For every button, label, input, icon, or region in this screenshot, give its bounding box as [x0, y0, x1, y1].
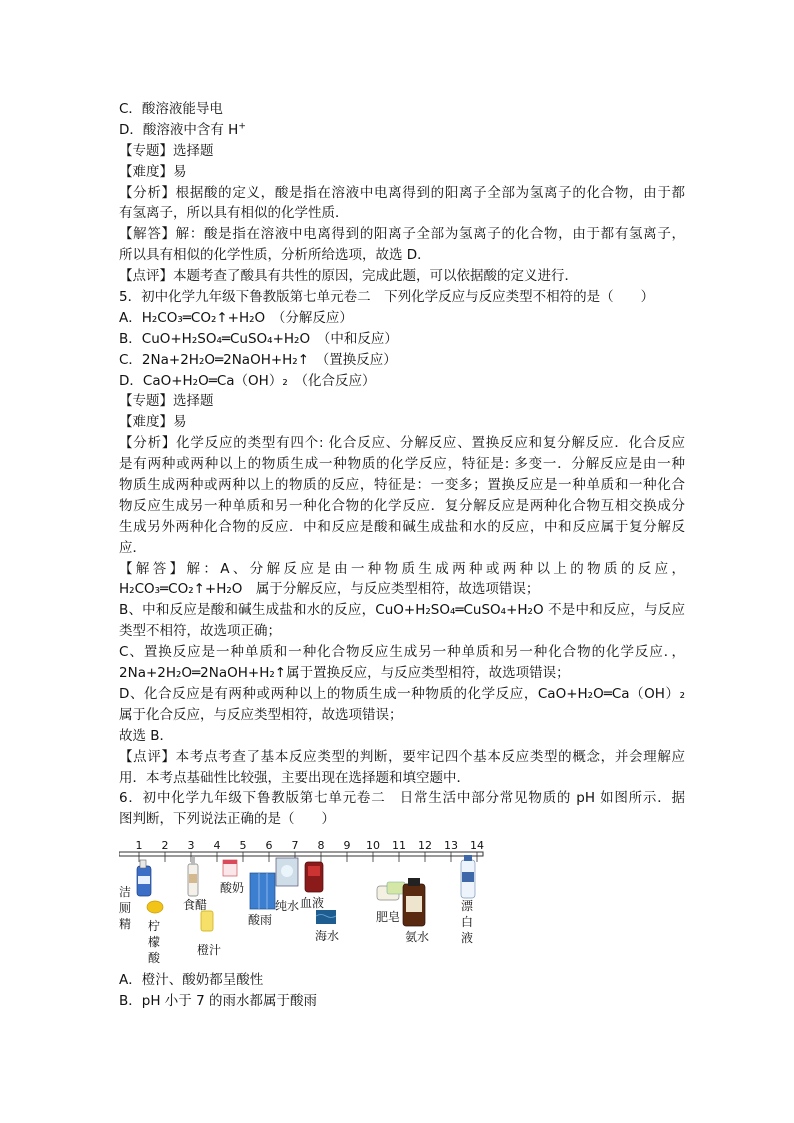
blood-bag-icon: [305, 862, 323, 892]
q4-analysis-cont: 有氢离子，所以具有相似的化学性质．: [119, 205, 349, 222]
q5-option-d: D．CaO+H₂O═Ca（OH）₂ （化合反应）: [119, 372, 376, 389]
q5-analysis-line: 物质生成两种或两种以上的物质的反应，特征是：一变多；置换反应是一种单质和一种化合: [119, 477, 685, 494]
q4-option-d: D．酸溶液中含有 H+: [119, 121, 246, 138]
q5-analysis-line: 是有两种或两种以上的物质生成一种物质的化学反应，特征是: 多变一．分解反应是由一种: [119, 456, 685, 473]
document-body: [119, 99, 685, 830]
q6-stem-cont: 图判断，下列说法正确的是（ ）: [119, 811, 335, 828]
seawater-icon: [316, 910, 336, 924]
q5-analysis-line: 【分析】化学反应的类型有四个: 化合反应、分解反应、置换反应和复分解反应．化合反应: [119, 435, 685, 452]
ph-tick-label: 8: [317, 839, 325, 852]
label-seawater: 海水: [315, 929, 340, 943]
q5-answer-line: 2Na+2H₂O═2NaOH+H₂↑属于置换反应，与反应类型相符，故选项错误；: [119, 665, 570, 682]
q5-answer-line: 【解答】解：A、分解反应是由一种物质生成两种或两种以上的物质的反应，: [119, 560, 685, 577]
ph-tick-label: 13: [444, 839, 458, 852]
ph-tick-label: 1: [135, 839, 143, 852]
q6-option-a: A．橙汁、酸奶都呈酸性: [119, 972, 264, 988]
q5-comment-line: 用．本考点基础性比较强，主要出现在选择题和填空题中．: [119, 769, 470, 786]
q5-analysis-line: 物反应生成另一种单质和另一种化合物的化学反应．复分解反应是两种化合物互相交换成分: [119, 497, 685, 514]
ph-tick-label: 3: [187, 839, 195, 852]
q5-difficulty: 【难度】易: [119, 414, 187, 431]
label-acid-rain: 酸雨: [248, 913, 273, 927]
q5-answer-line: C、置换反应是一种单质和一种化合物反应生成另一种单质和另一种化合物的化学反应．，: [119, 644, 685, 661]
q5-answer-line: H₂CO₃═CO₂↑+H₂O 属于分解反应，与反应类型相符，故选项错误；: [119, 581, 540, 598]
q4-option-c: C．酸溶液能导电: [119, 101, 223, 117]
q5-option-c: C．2Na+2H₂O═2NaOH+H₂↑ （置换反应）: [119, 351, 397, 368]
q6-option-b: B．pH 小于 7 的雨水都属于酸雨: [119, 992, 317, 1009]
label-blood: 血液: [300, 896, 325, 910]
ph-tick-label: 9: [343, 839, 351, 852]
lemon-icon: [147, 901, 163, 913]
ph-tick-label: 11: [392, 839, 406, 852]
label-toilet-cleaner: 洁 厕 精: [119, 885, 132, 931]
q5-answer-line: D、化合反应是有两种或两种以上的物质生成一种物质的化学反应，CaO+H₂O═Ca（OH）₂: [119, 685, 685, 702]
q5-analysis-line: 生成另外两种化合物的反应．中和反应是酸和碱生成盐和水的反应，中和反应属于复分解反: [119, 518, 685, 535]
ph-scale-bar: [119, 852, 483, 856]
acid-rain-icon: [250, 873, 275, 909]
q5-option-b: B．CuO+H₂SO₄═CuSO₄+H₂O （中和反应）: [119, 330, 398, 347]
q5-stem: 5．初中化学九年级下鲁教版第七单元卷二 下列化学反应与反应类型不相符的是（ ）: [119, 289, 655, 306]
q5-comment-line: 【点评】本考点考查了基本反应类型的判断，要牢记四个基本反应类型的概念，并会理解应: [119, 748, 685, 765]
q4-analysis: 【分析】根据酸的定义，酸是指在溶液中电离得到的阳离子全部为氢离子的化合物，由于都: [119, 184, 685, 201]
label-bleach: 漂 白 液: [461, 899, 474, 945]
label-soap: 肥皂: [376, 910, 401, 924]
ph-tick-label: 2: [161, 839, 169, 852]
ph-tick-label: 14: [470, 839, 484, 852]
q6-options: [119, 970, 685, 1012]
label-pure-water: 纯水: [275, 899, 300, 913]
q4-comment: 【点评】本题考查了酸具有共性的原因，完成此题，可以依据酸的定义进行．: [119, 268, 578, 285]
ph-tick-label: 7: [291, 839, 299, 852]
q5-topic: 【专题】选择题: [119, 393, 214, 410]
label-orange-juice: 橙汁: [197, 943, 222, 957]
bleach-bottle-icon: [461, 855, 475, 898]
ph-tick-label: 6: [265, 839, 273, 852]
orange-juice-icon: [201, 911, 213, 931]
ph-tick-label: 5: [239, 839, 247, 852]
q5-answer-line: 属于化合反应，与反应类型相符，故选项错误；: [119, 706, 403, 723]
q5-answer-line: B、中和反应是酸和碱生成盐和水的反应，CuO+H₂SO₄═CuSO₄+H₂O 不是中和反应，与反应: [119, 602, 685, 619]
q5-option-a: A．H₂CO₃═CO₂↑+H₂O （分解反应）: [119, 309, 353, 326]
pure-water-icon: [276, 858, 298, 886]
ph-tick-label: 10: [366, 839, 380, 852]
q6-stem: 6．初中化学九年级下鲁教版第七单元卷二 日常生活中部分常见物质的 pH 如图所示．据: [119, 790, 685, 807]
yogurt-icon: [223, 860, 237, 876]
q5-analysis-line: 应．: [119, 539, 146, 556]
label-yogurt: 酸奶: [220, 881, 245, 895]
ph-scale-figure: [119, 838, 494, 973]
q4-answer-cont: 所以具有相似的化学性质，分析所给选项，故选 D．: [119, 247, 431, 264]
toilet-cleaner-icon: [137, 860, 151, 896]
q4-answer: 【解答】解：酸是指在溶液中电离得到的阳离子全部为氢离子的化合物，由于都有氢离子，: [119, 226, 685, 243]
q5-answer-line: 故选 B．: [119, 727, 174, 744]
q4-topic: 【专题】选择题: [119, 142, 214, 159]
label-lemon-acid: 柠 檬 酸: [148, 919, 161, 965]
label-ammonia: 氨水: [405, 930, 430, 944]
ph-ticks: [136, 839, 485, 862]
label-vinegar: 食醋: [183, 898, 208, 912]
vinegar-bottle-icon: [188, 857, 198, 896]
ammonia-bottle-icon: [403, 878, 425, 926]
q4-difficulty: 【难度】易: [119, 163, 187, 180]
ph-tick-label: 12: [418, 839, 432, 852]
q5-answer-line: 类型不相符，故选项正确；: [119, 623, 281, 640]
ph-tick-label: 4: [213, 839, 221, 852]
soap-icon: [377, 882, 405, 900]
